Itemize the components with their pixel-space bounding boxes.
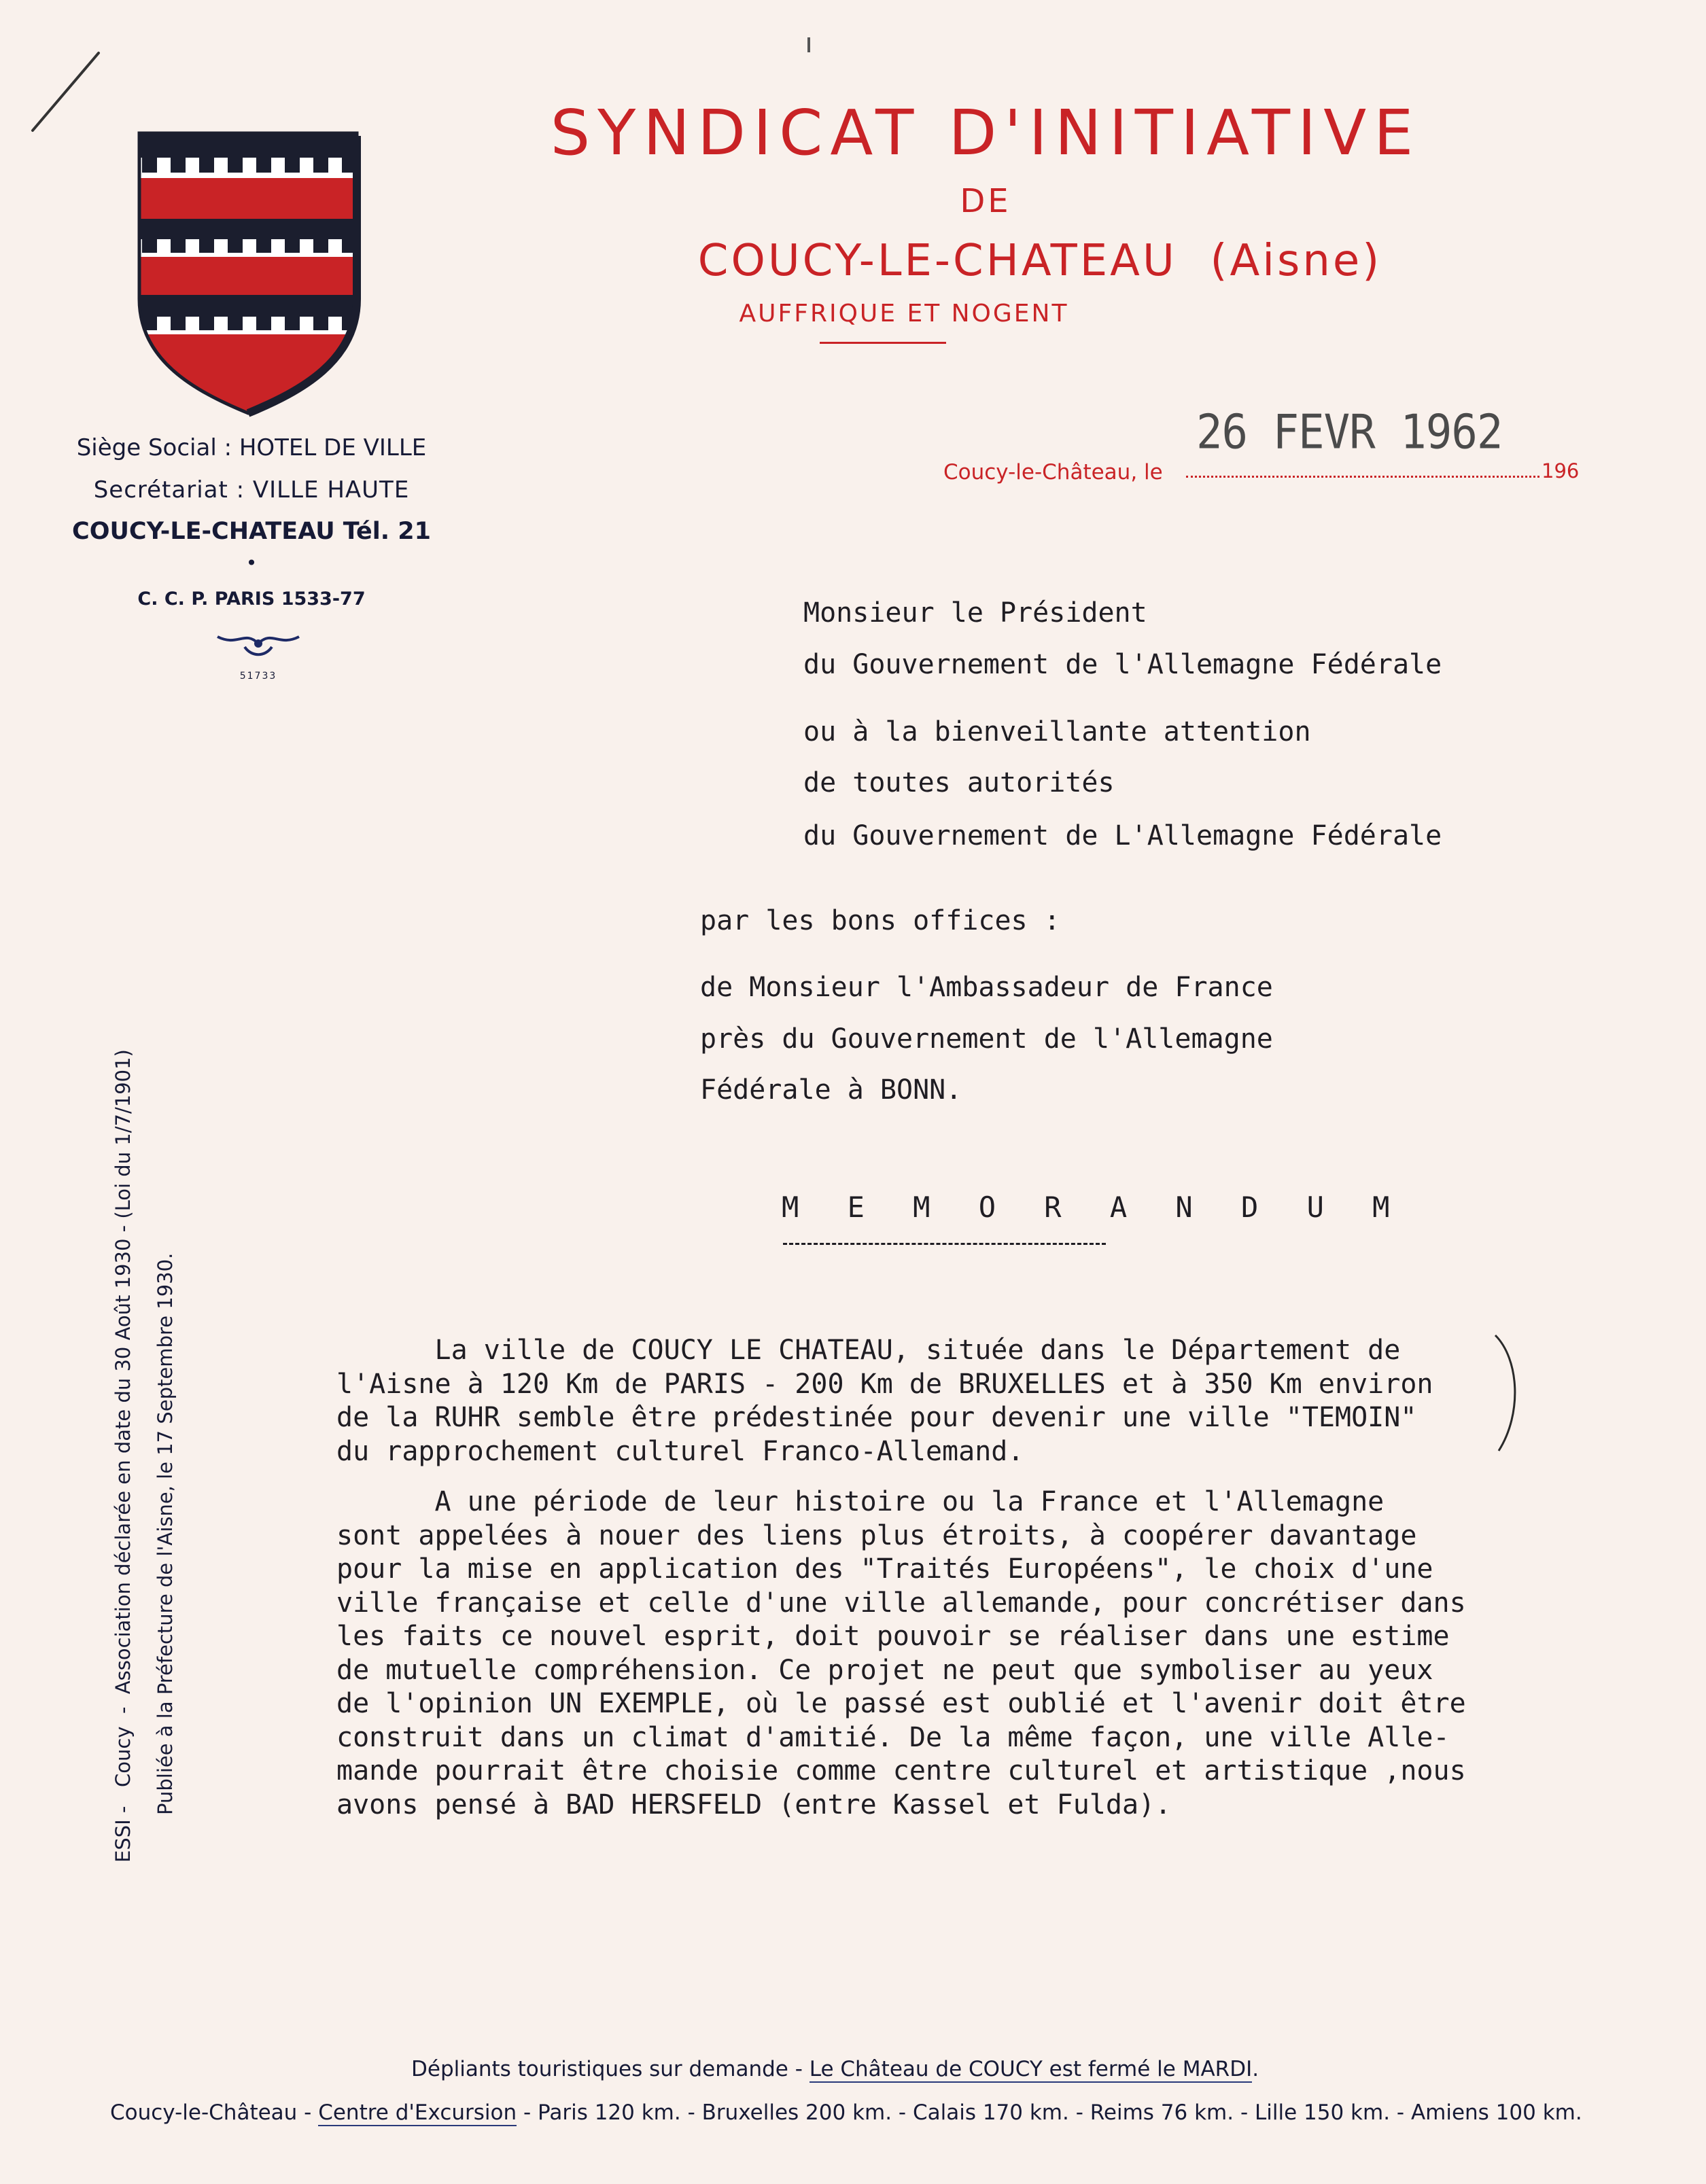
body-line: ville française et celle d'une ville allemande, pour concrétiser dans xyxy=(336,1587,1466,1619)
footer-brochures: Dépliants touristiques sur demande - xyxy=(411,2057,810,2081)
body-line: de mutuelle compréhension. Ce projet ne peut que symboliser au yeux xyxy=(336,1654,1433,1686)
date-year-suffix: 196 xyxy=(1542,459,1580,482)
date-dotted-line xyxy=(1186,476,1539,478)
body-line: construit dans un climat d'amitié. De la même façon, une ville Alle- xyxy=(336,1721,1450,1753)
addressee-line: du Gouvernement de L'Allemagne Fédérale xyxy=(803,820,1442,851)
letterhead-title: SYNDICAT D'INITIATIVE xyxy=(550,96,1421,169)
footer-line-2 xyxy=(110,2100,1582,2125)
body-paragraph-1 xyxy=(336,1334,1433,1468)
margin-bracket-mark xyxy=(1492,1332,1526,1454)
memorandum-underline xyxy=(783,1243,1106,1245)
date-stamp: 26 FEVR 1962 xyxy=(1196,406,1503,460)
via-intro: par les bons offices : xyxy=(700,905,1060,936)
pen-stroke-mark xyxy=(27,48,109,136)
footer-closure-notice: Le Château de COUCY est fermé le MARDI xyxy=(809,2057,1253,2081)
body-line: La ville de COUCY LE CHATEAU, située dans le Département de xyxy=(336,1335,1401,1366)
ornament-number: 51733 xyxy=(239,671,277,682)
footer-town: Coucy-le-Château - xyxy=(110,2100,319,2125)
association-vertical-text xyxy=(102,898,186,1863)
letterhead-subtitle: AUFFRIQUE ET NOGENT xyxy=(739,300,1069,328)
body-line: de la RUHR semble être prédestinée pour devenir une ville "TEMOIN" xyxy=(336,1402,1417,1433)
footer-period: . xyxy=(1252,2057,1259,2081)
letterhead-de: DE xyxy=(960,182,1011,220)
body-line: A une période de leur histoire ou la France et l'Allemagne xyxy=(336,1486,1385,1517)
footer-distances: - Paris 120 km. - Bruxelles 200 km. - Calais 170 km. - Reims 76 km. - Lille 150 km. - Amiens 100 km. xyxy=(517,2100,1582,2125)
via-line: Fédérale à BONN. xyxy=(700,1074,962,1106)
body-line: sont appelées à nouer des liens plus étroits, à coopérer davantage xyxy=(336,1519,1417,1551)
association-line-1: ESSI - Coucy - Association déclarée en date du 30 Août 1930 - (Loi du 1/7/1901) xyxy=(111,1049,135,1863)
subtitle-rule xyxy=(820,342,946,344)
body-line: du rapprochement culturel Franco-Allemand. xyxy=(336,1435,1024,1467)
bullet-dot: • xyxy=(245,552,258,574)
coat-of-arms-shield-icon xyxy=(133,129,364,418)
body-line: l'Aisne à 120 Km de PARIS - 200 Km de BRUXELLES et à 350 Km environ xyxy=(336,1368,1433,1400)
body-paragraph-2 xyxy=(336,1485,1466,1822)
association-line-2: Publiée à la Préfecture de l'Aisne, le 17 Septembre 1930. xyxy=(154,1252,177,1815)
body-line: mande pourrait être choisie comme centre culturel et artistique ,nous xyxy=(336,1755,1466,1786)
body-line: avons pensé à BAD HERSFELD (entre Kassel et Fulda). xyxy=(336,1789,1172,1820)
addressee-line: Monsieur le Président xyxy=(803,597,1147,629)
date-label: Coucy-le-Château, le xyxy=(943,460,1163,485)
body-line: de l'opinion UN EXEMPLE, où le passé est oublié et l'avenir doit être xyxy=(336,1688,1466,1719)
ccp-number: C. C. P. PARIS 1533-77 xyxy=(137,588,366,610)
footer-excursion-center: Centre d'Excursion xyxy=(318,2100,517,2125)
footer-line-1 xyxy=(411,2057,1259,2081)
body-line: pour la mise en application des "Traités Européens", le choix d'une xyxy=(336,1553,1433,1585)
body-line: les faits ce nouvel esprit, doit pouvoir se réaliser dans une estime xyxy=(336,1621,1450,1652)
memorandum-heading: M E M O R A N D U M xyxy=(782,1191,1406,1224)
via-line: près du Gouvernement de l'Allemagne xyxy=(700,1023,1273,1055)
letterhead-city: COUCY-LE-CHATEAU (Aisne) xyxy=(697,236,1382,286)
top-mark xyxy=(807,37,810,52)
secretariat: Secrétariat : VILLE HAUTE xyxy=(93,476,410,504)
ornament-icon xyxy=(211,627,306,661)
via-line: de Monsieur l'Ambassadeur de France xyxy=(700,972,1273,1003)
addressee-line: ou à la bienveillante attention xyxy=(803,716,1311,747)
addressee-line: du Gouvernement de l'Allemagne Fédérale xyxy=(803,649,1442,680)
siege-social: Siège Social : HOTEL DE VILLE xyxy=(76,434,427,461)
address-phone: COUCY-LE-CHATEAU Tél. 21 xyxy=(72,518,431,545)
addressee-line: de toutes autorités xyxy=(803,767,1115,798)
